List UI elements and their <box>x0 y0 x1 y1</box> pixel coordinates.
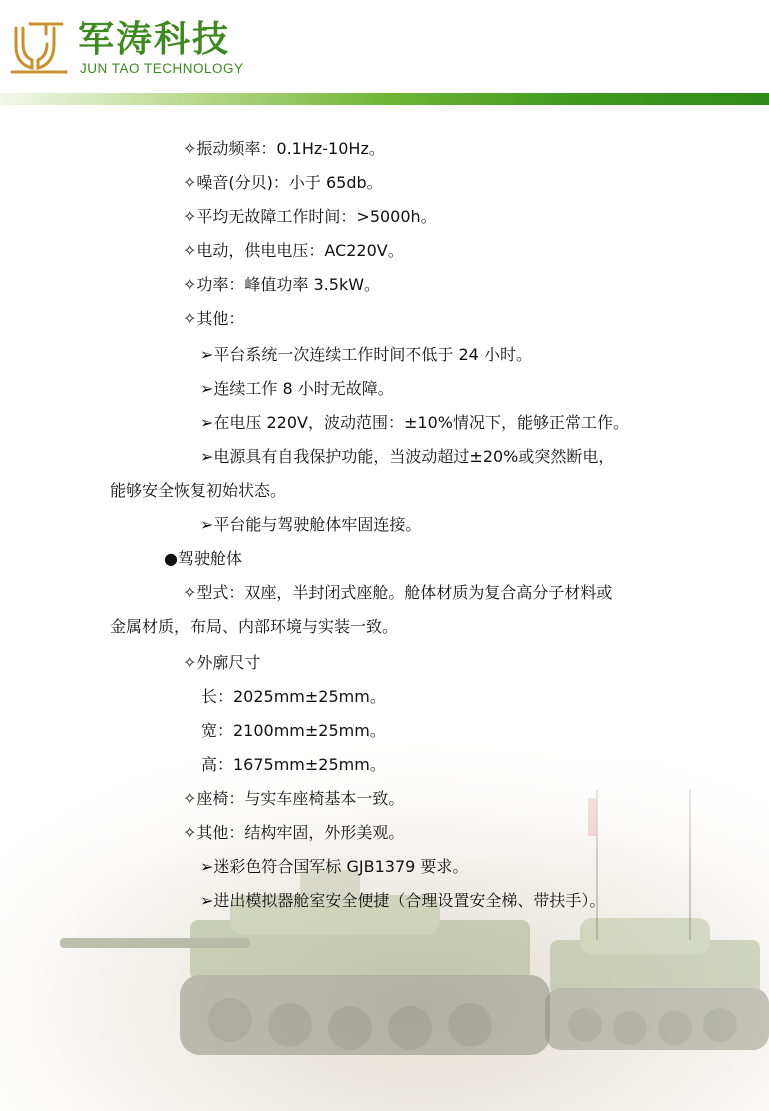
spec-structure: ✧其他：结构牢固，外形美观。 <box>183 823 405 842</box>
company-logo <box>10 20 68 74</box>
spec-access: ➢进出模拟器舱室安全便捷（合理设置安全梯、带扶手）。 <box>200 891 606 910</box>
spec-continuous-work: ➢平台系统一次连续工作时间不低于 24 小时。 <box>200 345 532 364</box>
brand-name-cn: 军涛科技 <box>78 19 231 60</box>
section-heading-cockpit: ●驾驶舱体 <box>164 549 242 568</box>
spec-mtbf: ✧平均无故障工作时间：>5000h。 <box>183 207 437 226</box>
header-divider <box>0 93 769 105</box>
spec-self-protection-cont: 能够安全恢复初始状态。 <box>110 481 287 500</box>
spec-cockpit-type-cont: 金属材质，布局、内部环境与实装一致。 <box>110 617 399 636</box>
spec-height: 高：1675mm±25mm。 <box>201 755 386 774</box>
spec-width: 宽：2100mm±25mm。 <box>201 721 386 740</box>
spec-camouflage: ➢迷彩色符合国军标 GJB1379 要求。 <box>200 857 469 876</box>
spec-voltage-range: ➢在电压 220V，波动范围：±10%情况下，能够正常工作。 <box>200 413 629 432</box>
spec-vibration-frequency: ✧振动频率：0.1Hz-10Hz。 <box>183 139 385 158</box>
spec-platform-connection: ➢平台能与驾驶舱体牢固连接。 <box>200 515 422 534</box>
spec-seat: ✧座椅：与实车座椅基本一致。 <box>183 789 405 808</box>
spec-dimensions-heading: ✧外廓尺寸 <box>183 653 261 672</box>
spec-other-heading: ✧其他： <box>183 309 245 328</box>
spec-power-supply: ✧电动，供电电压：AC220V。 <box>183 241 404 260</box>
spec-cockpit-type: ✧型式：双座，半封闭式座舱。舱体材质为复合高分子材料或 <box>183 583 613 602</box>
spec-length: 长：2025mm±25mm。 <box>201 687 386 706</box>
brand-name-en: JUN TAO TECHNOLOGY <box>80 61 244 76</box>
spec-self-protection: ➢电源具有自我保护功能，当波动超过±20%或突然断电， <box>200 447 615 466</box>
spec-power: ✧功率：峰值功率 3.5kW。 <box>183 275 381 294</box>
spec-noise: ✧噪音(分贝)：小于 65db。 <box>183 173 383 192</box>
spec-no-fault: ➢连续工作 8 小时无故障。 <box>200 379 394 398</box>
